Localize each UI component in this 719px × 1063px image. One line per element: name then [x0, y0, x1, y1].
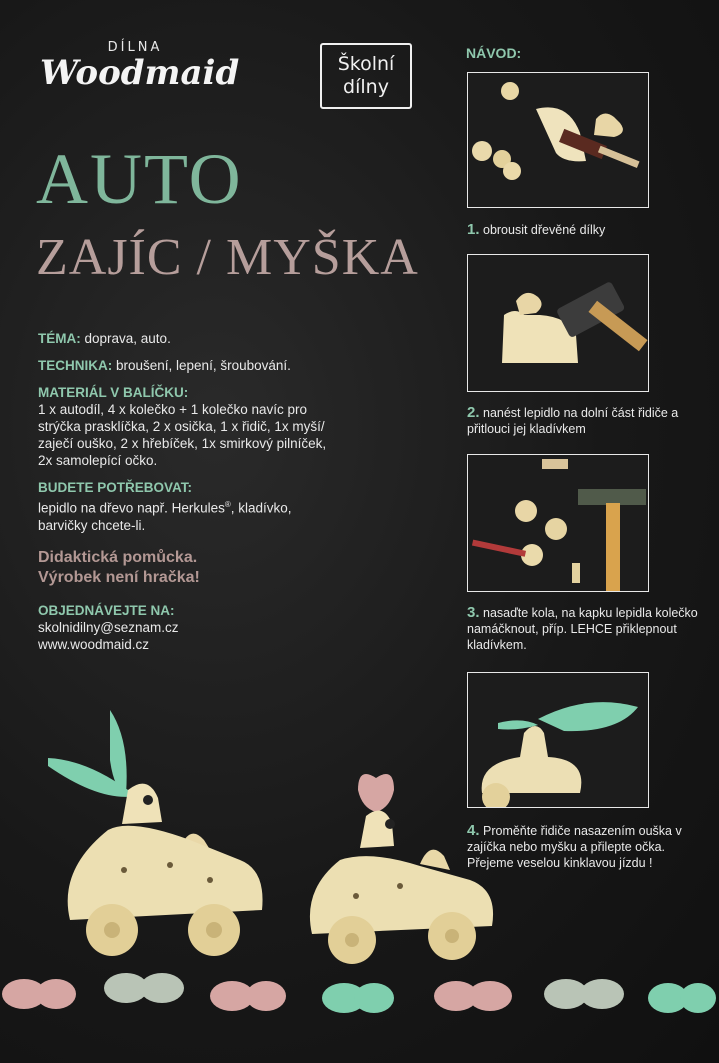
- step-3-desc: nasaďte kola, na kapku lepidla kolečko namáčknout, příp. LEHCE přiklepnout kladívkem.: [467, 606, 698, 652]
- felt-pink-2: [210, 981, 286, 1011]
- skolni-logo-line1: Školní: [337, 53, 395, 75]
- wooden-cars-photo: [40, 700, 510, 970]
- step-2-illustration: [468, 255, 649, 392]
- step-3-number: 3.: [467, 604, 480, 621]
- step-2-photo: [467, 254, 649, 392]
- step-1-desc: obrousit dřevěné dílky: [479, 223, 606, 237]
- skolni-dilny-logo: [320, 43, 412, 109]
- navod-title: NÁVOD:: [466, 45, 522, 61]
- felt-green-2: [648, 983, 716, 1013]
- technika-row: [38, 357, 338, 374]
- budete-row: [38, 479, 338, 534]
- step-3-photo: [467, 454, 649, 592]
- warning-line1: Didaktická pomůcka.: [38, 548, 198, 566]
- step-1-photo: [467, 72, 649, 208]
- felt-pink-3: [434, 981, 512, 1011]
- step-4-number: 4.: [467, 822, 480, 839]
- budete-label: BUDETE POTŘEBOVAT:: [38, 480, 193, 495]
- budete-value-b: , kladívko, barvičky chcete-li.: [38, 500, 292, 533]
- mouse-car: [310, 774, 493, 964]
- registered-mark: ®: [224, 500, 231, 509]
- tema-row: [38, 330, 338, 347]
- page-title: AUTO: [36, 139, 243, 219]
- warning: [38, 548, 338, 588]
- felt-grey-2: [544, 979, 624, 1009]
- step-4-desc: Proměňte řidiče nasazením ouška v zajíčka nebo myšku a přilepte očka. Přejeme veselou kinklavou jízdu !: [467, 824, 682, 870]
- skolni-logo-line2: dílny: [343, 76, 389, 98]
- step-2-number: 2.: [467, 404, 480, 421]
- step-1-text: [467, 222, 702, 238]
- felt-pink-1: [2, 979, 76, 1009]
- step-1-illustration: [468, 73, 649, 208]
- budete-value-a: lepidlo na dřevo např. Herkules: [38, 500, 225, 516]
- step-2-text: [467, 405, 702, 437]
- warning-line2: Výrobek není hračka!: [38, 568, 200, 586]
- technika-value: broušení, lepení, šroubování.: [112, 358, 291, 373]
- page-subtitle: ZAJÍC / MYŠKA: [36, 229, 419, 286]
- step-3-text: [467, 605, 702, 653]
- material-value: 1 x autodíl, 4 x kolečko + 1 kolečko navíc pro strýčka prasklíčka, 2 x osička, 1 x řidič, 1x myší/ zaječí ouško, 2 x hřebíček, 1x smirkový pilníček, 2x samolepící očko.: [38, 402, 327, 468]
- tema-value: doprava, auto.: [80, 331, 171, 346]
- felt-grey-1: [104, 973, 184, 1003]
- order-row: [38, 602, 338, 653]
- order-label: OBJEDNÁVEJTE NA:: [38, 602, 175, 618]
- order-email[interactable]: skolnidilny@seznam.cz: [38, 619, 179, 635]
- felt-shapes-row: [0, 968, 719, 1028]
- woodmaid-logo-small: DÍLNA: [107, 40, 163, 55]
- step-1-number: 1.: [467, 221, 480, 238]
- technika-label: TECHNIKA:: [38, 358, 113, 373]
- material-label: MATERIÁL V BALÍČKU:: [38, 385, 189, 400]
- woodmaid-logo: [40, 40, 240, 93]
- rabbit-car: [48, 710, 263, 956]
- order-web[interactable]: www.woodmaid.cz: [38, 636, 150, 652]
- felt-green-1: [322, 983, 394, 1013]
- material-row: [38, 384, 338, 469]
- info-block: [38, 330, 338, 663]
- step-2-desc: nanést lepidlo na dolní část řidiče a přitlouci jej kladívkem: [467, 406, 679, 436]
- woodmaid-logo-text: Woodmaid: [40, 53, 240, 93]
- tema-label: TÉMA:: [38, 331, 81, 346]
- step-3-illustration: [468, 455, 649, 592]
